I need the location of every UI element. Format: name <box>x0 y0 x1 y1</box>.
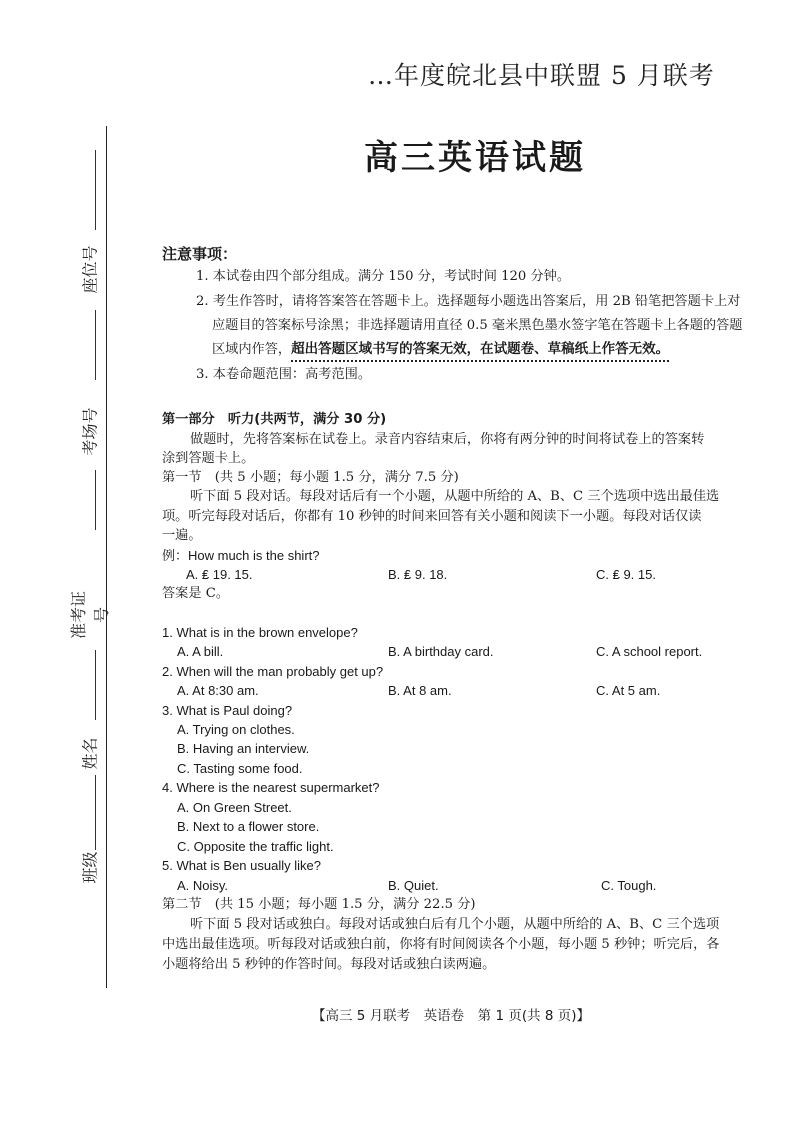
exam-room-line <box>95 470 96 530</box>
question-2-option-c: C. At 5 am. <box>596 683 661 698</box>
question-3-option-b: B. Having an interview. <box>177 741 310 756</box>
example-option-a: A. ₤ 19. 15. <box>186 567 253 582</box>
admission-number-label: 准考证号 <box>69 591 111 640</box>
question-4-option-a: A. On Green Street. <box>177 800 292 815</box>
notice-item-2c <box>212 340 669 359</box>
question-2-option-b: B. At 8 am. <box>388 683 452 698</box>
notice-item-2b: 应题目的答案标号涂黑；非选择题请用直径 0.5 毫米黑色墨水签字笔在答题卡上各题的答题 <box>212 318 743 333</box>
notice-item-1: 1. 本试卷由四个部分组成。满分 150 分，考试时间 120 分钟。 <box>196 269 571 284</box>
question-1-option-a: A. A bill. <box>177 644 224 659</box>
question-5-option-b: B. Quiet. <box>388 878 439 893</box>
section1-text-a: 听下面 5 段对话。每段对话后有一个小题，从题中所给的 A、B、C 三个选项中选出最佳选 <box>190 489 720 504</box>
seat-number-line <box>95 150 96 230</box>
section2-heading: 第二节 (共 15 小题；每小题 1.5 分，满分 22.5 分) <box>162 897 476 912</box>
question-4-option-b: B. Next to a flower store. <box>177 819 320 834</box>
section1-text-c: 一遍。 <box>162 528 202 543</box>
question-3-option-c: C. Tasting some food. <box>177 761 303 776</box>
part1-intro-a: 做题时，先将答案标在试卷上。录音内容结束后，你将有两分钟的时间将试卷上的答案转 <box>190 432 705 447</box>
admission-number-line <box>95 650 96 720</box>
question-1: 1. What is in the brown envelope? <box>162 625 358 640</box>
notice-heading: 注意事项： <box>162 245 238 263</box>
section2-text-a: 听下面 5 段对话或独白。每段对话或独白后有几个小题，从题中所给的 A、B、C 三个选项 <box>190 917 720 932</box>
question-5-option-a: A. Noisy. <box>177 878 229 893</box>
example-option-c: C. ₤ 9. 15. <box>596 567 656 582</box>
name-line <box>95 775 96 850</box>
section2-text-c: 小题将给出 5 秒钟的作答时间。每段对话或独白读两遍。 <box>162 957 496 972</box>
question-5: 5. What is Ben usually like? <box>162 858 321 873</box>
notice-item-3: 3. 本卷命题范围：高考范围。 <box>196 367 372 382</box>
part1-intro-b: 涂到答题卡上。 <box>162 451 255 466</box>
class-label: 班级 <box>80 851 100 884</box>
question-1-option-b: B. A birthday card. <box>388 644 494 659</box>
example-answer: 答案是 C。 <box>162 586 230 601</box>
notice-item-2a: 2. 考生作答时，请将答案答在答题卡上。选择题每小题选出答案后，用 2B 铅笔把答题卡上对 <box>196 294 741 309</box>
name-label: 姓名 <box>80 737 100 770</box>
exam-header: …年度皖北县中联盟 5 月联考 <box>368 61 715 90</box>
example-option-b: B. ₤ 9. 18. <box>388 567 448 582</box>
page-title: 高三英语试题 <box>364 138 586 178</box>
section1-text-b: 项。听完每段对话后，你都有 10 秒钟的时间来回答有关小题和阅读下一小题。每段对话仅读 <box>162 509 702 524</box>
question-1-option-c: C. A school report. <box>596 644 703 659</box>
question-4: 4. Where is the nearest supermarket? <box>162 780 380 795</box>
question-2-option-a: A. At 8:30 am. <box>177 683 259 698</box>
page-footer: 【高三 5 月联考 英语卷 第 1 页(共 8 页)】 <box>312 1008 591 1024</box>
part1-heading: 第一部分 听力(共两节，满分 30 分) <box>162 412 387 427</box>
question-5-option-c: C. Tough. <box>601 878 657 893</box>
seat-number-label: 座位号 <box>80 245 100 294</box>
section2-text-b: 中选出最佳选项。听每段对话或独白前，你将有时间阅读各个小题，每小题 5 秒钟；听完后，各 <box>162 937 720 952</box>
section1-heading: 第一节 (共 5 小题；每小题 1.5 分，满分 7.5 分) <box>162 470 459 485</box>
notice-item-2c-text: 区域内作答， <box>212 342 292 357</box>
question-3-option-a: A. Trying on clothes. <box>177 722 295 737</box>
notice-emphasis: 超出答题区域书写的答案无效，在试题卷、草稿纸上作答无效。 <box>291 341 669 362</box>
exam-room-label: 考场号 <box>80 407 100 456</box>
example-question: 例：How much is the shirt? <box>162 548 320 563</box>
seat-number-line-lower <box>95 310 96 380</box>
question-2: 2. When will the man probably get up? <box>162 664 384 679</box>
question-4-option-c: C. Opposite the traffic light. <box>177 839 334 854</box>
question-3: 3. What is Paul doing? <box>162 703 293 718</box>
